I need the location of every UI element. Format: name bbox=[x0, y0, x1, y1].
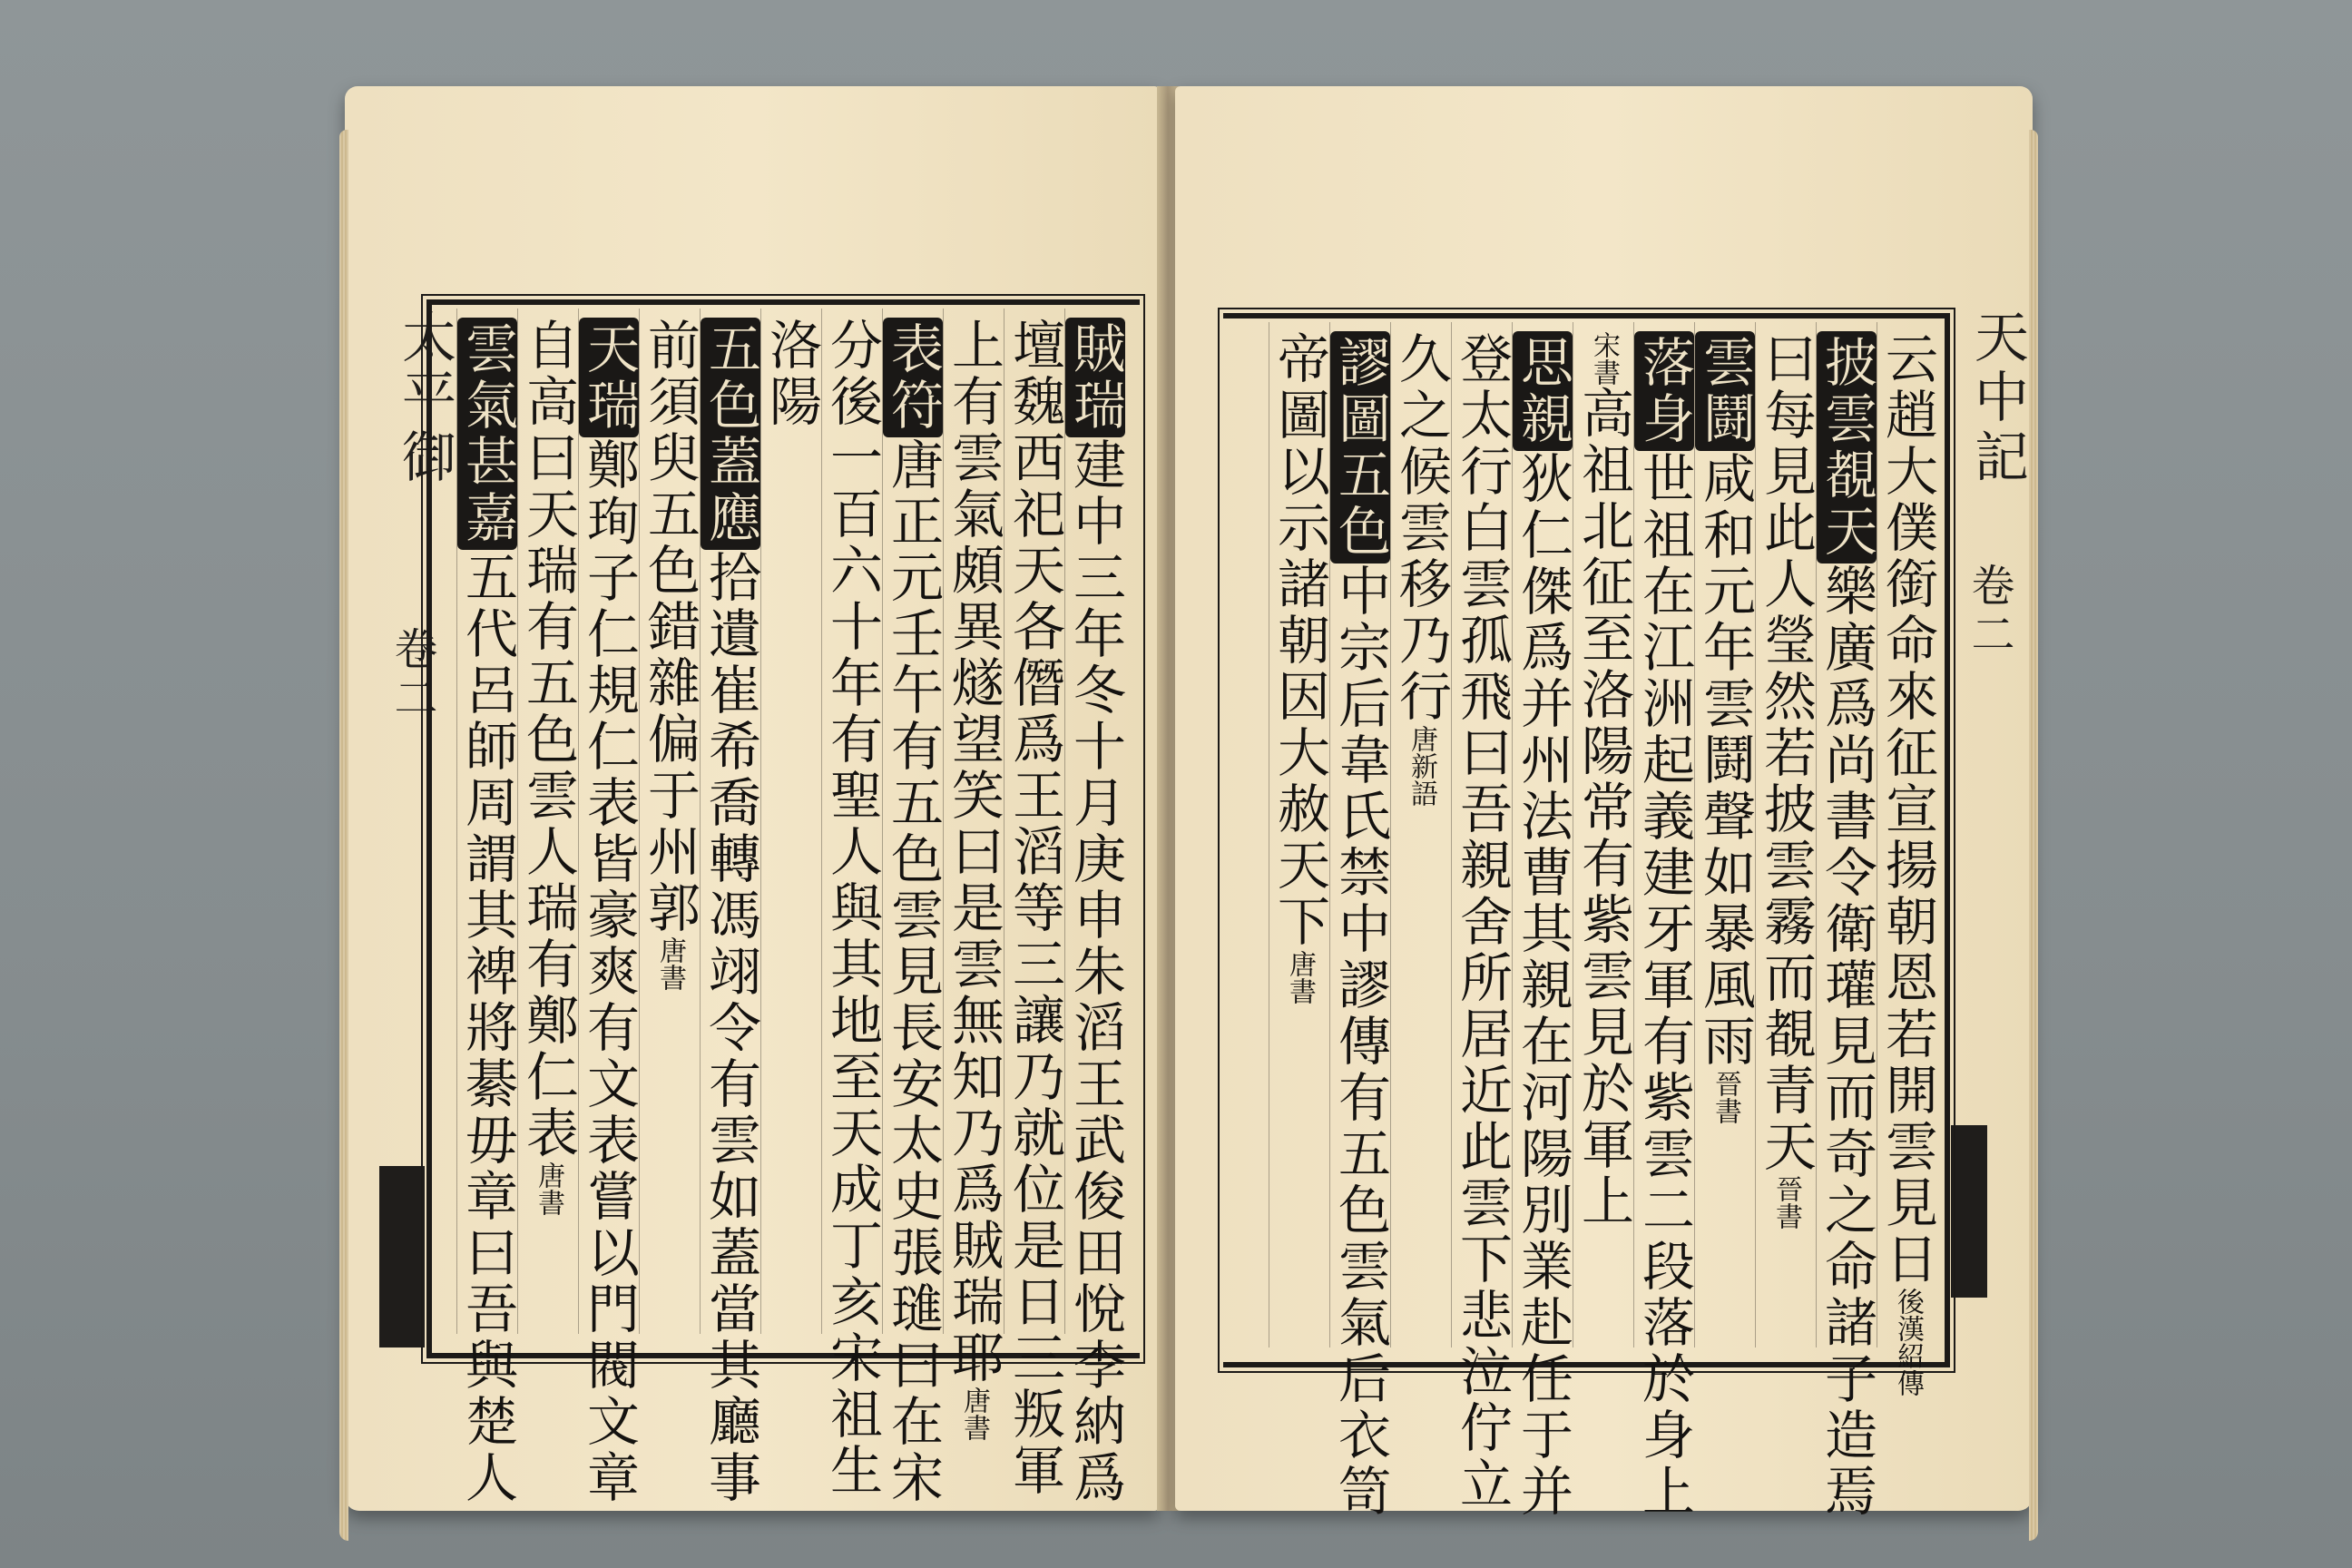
right-col-2 bbox=[1816, 322, 1877, 1520]
left-col-9 bbox=[578, 309, 640, 1506]
column-text: 久之候雲移乃行 bbox=[1390, 331, 1452, 725]
source-note: 晉書 bbox=[1770, 1175, 1802, 1230]
column-text: 建中三年冬十月庚申朱滔王武俊田悅李納爲 bbox=[1064, 437, 1126, 1506]
column-text: 前須臾五色錯雜偏于州郭 bbox=[639, 318, 701, 936]
left-col-7 bbox=[700, 309, 761, 1506]
left-col-2 bbox=[1004, 309, 1065, 1499]
right-margin-title: 天中記 bbox=[1965, 309, 2029, 488]
right-col-5 bbox=[1633, 322, 1695, 1520]
right-col-4 bbox=[1694, 322, 1755, 1348]
source-note: 唐新語 bbox=[1406, 725, 1437, 807]
section-heading: 賊瑞 bbox=[1065, 318, 1125, 437]
page-edge-left bbox=[339, 130, 348, 1541]
section-heading: 披雲覩天 bbox=[1817, 331, 1877, 564]
section-heading: 落身 bbox=[1634, 331, 1694, 451]
column-text: 帝圖以示諸朝因大赦天下 bbox=[1269, 331, 1330, 950]
left-columns bbox=[434, 309, 1126, 1506]
column-text: 高祖北征至洛陽常有紫雲見於軍上 bbox=[1573, 386, 1634, 1230]
section-heading: 雲鬪 bbox=[1695, 331, 1755, 451]
right-col-7 bbox=[1512, 322, 1573, 1520]
right-col-3 bbox=[1755, 322, 1816, 1348]
right-col-11 bbox=[1269, 322, 1329, 1348]
source-note: 宋書 bbox=[1588, 331, 1620, 386]
left-col-11 bbox=[456, 309, 518, 1506]
column-text: 自高曰天瑞有五色雲人瑞有鄭仁表 bbox=[517, 318, 579, 1161]
right-col-6 bbox=[1573, 322, 1633, 1348]
section-heading: 天瑞 bbox=[579, 318, 639, 437]
column-text: 世祖在江洲起義建牙軍有紫雲二段落於身上 bbox=[1633, 451, 1695, 1520]
left-col-6 bbox=[760, 309, 821, 1334]
column-text: 狄仁傑爲并州法曹其親在河陽別業赴任于并 bbox=[1512, 451, 1573, 1520]
right-margin-volume: 卷二 bbox=[1964, 563, 2014, 661]
section-heading: 謬圖五色 bbox=[1330, 331, 1390, 564]
left-margin-title: 太平御 bbox=[393, 309, 456, 488]
column-text: 壇魏西祀天各僭爲王滔等三讓乃就位是日三叛軍 bbox=[1004, 318, 1065, 1499]
left-col-1 bbox=[1064, 309, 1126, 1506]
left-margin-volume: 卷二 bbox=[387, 626, 437, 724]
source-note: 唐書 bbox=[654, 936, 686, 991]
column-text: 云趙大僕銜命來征宣揚朝恩若開雲見日 bbox=[1877, 331, 1938, 1288]
left-col-3 bbox=[943, 309, 1004, 1441]
right-col-10 bbox=[1329, 322, 1391, 1520]
column-text: 五代呂師周謂其裨將綦毋章曰吾與楚人 bbox=[456, 550, 518, 1506]
column-text: 拾遺崔希喬轉馮翊令有雲如蓋當其廳事 bbox=[700, 550, 761, 1506]
source-note: 唐書 bbox=[958, 1387, 990, 1441]
column-text: 曰每見此人瑩然若披雲霧而覩青天 bbox=[1755, 331, 1817, 1175]
column-text: 唐正元壬午有五色雲見長安太史張璡曰在宋 bbox=[882, 437, 944, 1506]
left-margin-block bbox=[379, 1166, 425, 1348]
section-heading: 表符 bbox=[883, 318, 943, 437]
column-text: 咸和元年雲鬪聲如暴風雨 bbox=[1694, 451, 1756, 1070]
left-col-4 bbox=[882, 309, 944, 1506]
left-col-5 bbox=[821, 309, 883, 1499]
source-note: 唐書 bbox=[533, 1161, 564, 1216]
column-text: 分後一百六十年有聖人與其地至天成丁亥宋祖生 bbox=[821, 318, 883, 1499]
left-col-8 bbox=[639, 309, 700, 1334]
right-margin-block bbox=[1951, 1125, 1987, 1298]
right-col-9 bbox=[1390, 322, 1451, 1348]
column-text: 鄭珣子仁規仁表皆豪爽有文表嘗以門閥文章 bbox=[578, 437, 640, 1506]
column-text: 洛陽 bbox=[760, 318, 822, 430]
column-text: 登太行白雲孤飛曰吾親舍所居近此雲下悲泣佇立 bbox=[1451, 331, 1513, 1513]
section-heading: 雲氣甚嘉 bbox=[457, 318, 517, 550]
section-heading: 思親 bbox=[1513, 331, 1573, 451]
source-note: 後漢紹傳 bbox=[1892, 1288, 1924, 1396]
column-text: 上有雲氣頗異燧望笑曰是雲無知乃爲賊瑞耶 bbox=[943, 318, 1004, 1387]
left-col-10 bbox=[517, 309, 578, 1334]
column-text: 樂廣爲尚書令衛瓘見而奇之命諸子造焉 bbox=[1816, 564, 1877, 1520]
source-note: 晉書 bbox=[1710, 1070, 1741, 1124]
column-text: 中宗后韋氏禁中謬傳有五色雲氣后衣笥 bbox=[1329, 564, 1391, 1520]
right-col-1 bbox=[1877, 322, 1938, 1396]
section-heading: 五色蓋應 bbox=[701, 318, 760, 550]
right-col-8 bbox=[1451, 322, 1513, 1513]
right-columns bbox=[1234, 322, 1938, 1520]
source-note: 唐書 bbox=[1284, 950, 1316, 1004]
